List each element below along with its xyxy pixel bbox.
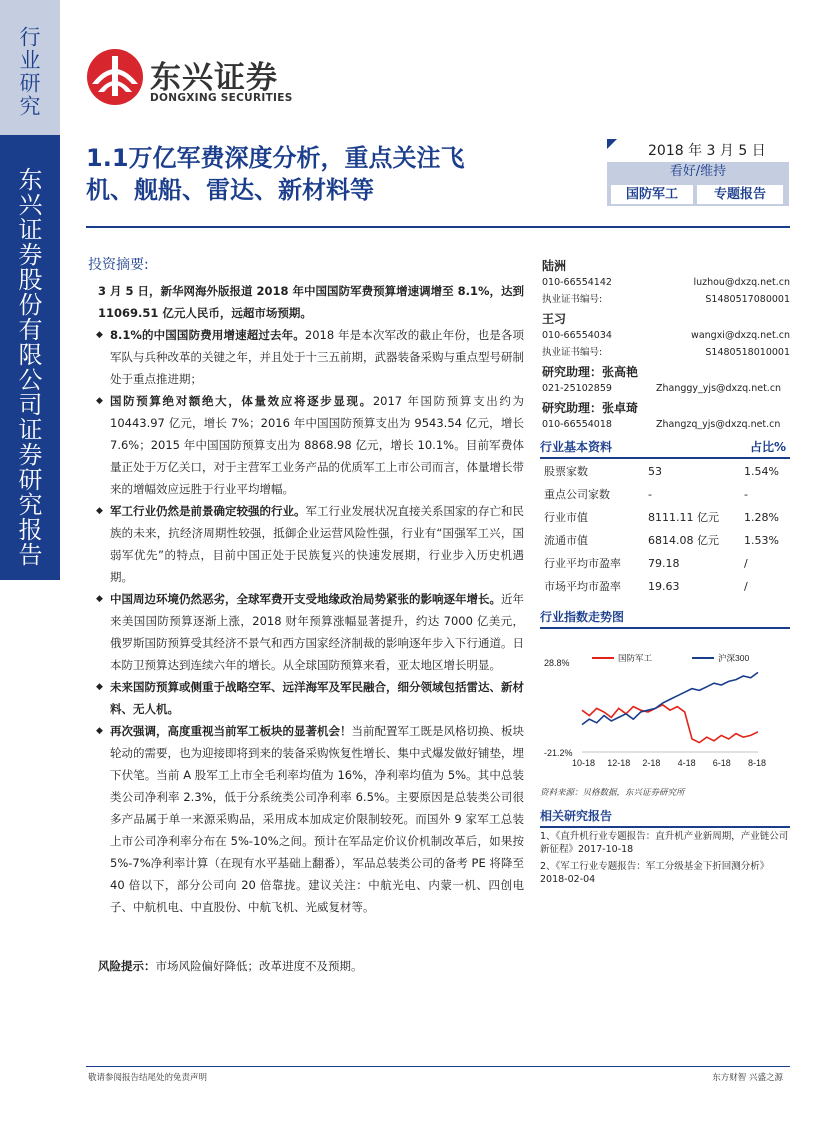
footer-disclaimer: 敬请参阅报告结尾处的免责声明: [88, 1073, 208, 1083]
table-row: 行业平均市盈率 79.18 /: [544, 557, 748, 570]
summary-bullet: ◆ 国防预算绝对额绝大，体量效应将逐步显现。2017 年国防预算支出约为 10443.97 亿元，增长 7%；2016 年中国国防预算支出为 9543.54 亿元，增长 7.6%；2015 年中国国防预算支出为 8868.98 亿元，增长 10.1%。目前军费体量正处于万亿关口，对于主营军工业务产品的优质军工上市公司而言，体量增长带来的增幅效应远胜于行业平均增幅。: [98, 390, 524, 500]
series-line: [582, 705, 758, 743]
footer-divider: [86, 1066, 790, 1067]
sidebar-category-block: [0, 0, 60, 135]
x-tick-label: 8-18: [748, 758, 767, 768]
sidebar-company-block: [0, 135, 60, 580]
y-tick-label: 28.8%: [544, 658, 570, 668]
analyst-entry: 陆洲 010-66554142 luzhou@dxzq.net.cn 执业证书编号: S1480517080001: [542, 259, 790, 305]
table-row: 流通市值 6814.08 亿元 1.53%: [544, 534, 779, 547]
company-logo: [86, 48, 306, 108]
corner-mark: [607, 139, 617, 149]
table-row: 市场平均市盈率 19.63 /: [544, 580, 748, 593]
trend-chart: [540, 640, 790, 780]
trend-heading: 行业指数走势图: [540, 607, 790, 629]
summary-intro: 3 月 5 日，新华网海外版报道 2018 年中国国防军费预算增速调增至 8.1%，达到 11069.51 亿元人民币，远超市场预期。: [98, 284, 524, 320]
logo-cn: 东兴证券: [150, 60, 278, 96]
sidebar-category: 行业研究: [17, 26, 41, 118]
summary-heading: 投资摘要:: [88, 257, 149, 273]
rating: 看好/维持: [669, 164, 727, 179]
analyst-entry: 王习 010-66554034 wangxi@dxzq.net.cn 执业证书编号: S1480518010001: [542, 312, 790, 358]
x-tick-label: 4-18: [677, 758, 696, 768]
related-list: [540, 830, 790, 886]
footer-slogan: 东方财智 兴盛之源: [712, 1073, 783, 1083]
analyst-entry: 研究助理：张高艳 021-25102859 Zhanggy_yjs@dxzq.net.cn: [542, 365, 782, 394]
rating-box: [607, 162, 789, 206]
table-row: 重点公司家数 - -: [544, 488, 748, 501]
table-row: 行业市值 8111.11 亿元 1.28%: [544, 511, 779, 524]
summary-bullet: ◆ 未来国防预算或侧重于战略空军、远洋海军及军民融合，细分领域包括雷达、新材料、无人机。: [98, 676, 524, 720]
x-tick-label: 2-18: [642, 758, 661, 768]
sidebar-company: 东兴证券股份有限公司证券研究报告: [14, 167, 42, 567]
report-title: 1.1万亿军费深度分析，重点关注飞机、舰船、雷达、新材料等: [86, 144, 465, 204]
related-heading: 相关研究报告: [540, 806, 790, 828]
legend-label: 国防军工: [618, 653, 653, 663]
summary-bullet: ◆ 军工行业仍然是前景确定较强的行业。军工行业发展状况直接关系国家的存亡和民族的未来，抗经济周期性较强，抵御企业运营风险性强，行业有“国强军工兴，国弱军优先”的特点，目前中国正处于民族复兴的快速发展期，行业步入历史机遇期。: [98, 500, 524, 588]
industry-heading: 行业基本资料 占比%: [540, 437, 790, 459]
logo-emblem-icon: [86, 48, 144, 106]
tag-report-type: 专题报告: [697, 185, 783, 204]
summary-bullet: ◆ 8.1%的中国国防费用增速超过去年。2018 年是本次军改的截止年份，也是各项军队与兵种改革的关键之年，并且处于十三五前期，武器装备采购与重点型号研制处于重点推进期；: [98, 324, 524, 390]
report-date: 2018 年 3 月 5 日: [648, 143, 766, 159]
table-row: 股票家数 53 1.54%: [544, 465, 779, 478]
x-tick-label: 10-18: [572, 758, 596, 768]
risk-note: 风险提示：市场风险偏好降低；改革进度不及预期。: [98, 959, 363, 973]
tag-industry: 国防军工: [611, 185, 693, 204]
header-divider: [86, 226, 790, 228]
x-tick-label: 6-18: [712, 758, 731, 768]
logo-en: DONGXING SECURITIES: [150, 92, 293, 104]
series-line: [582, 672, 758, 724]
legend-label: 沪深300: [718, 653, 750, 663]
list-item: 2、《军工行业专题报告：军工分级基金下折回测分析》2018-02-04: [540, 861, 770, 885]
chart-source: 资料来源：贝格数据，东兴证券研究所: [540, 788, 685, 798]
summary-body: [98, 280, 524, 918]
industry-table: [540, 460, 790, 598]
analyst-entry: 研究助理：张卓琦 010-66554018 Zhangzq_yjs@dxzq.net.cn: [542, 401, 781, 430]
y-tick-label: -21.2%: [544, 748, 573, 758]
summary-bullet: ◆ 再次强调，高度重视当前军工板块的显著机会！当前配置军工既是风格切换、板块轮动的需要，也为迎接即将到来的装备采购恢复性增长、集中式爆发做好铺垫，埋下伏笔。当前 A 股军工上市全毛利率均值为 16%，净利率均值为 5%。其中总装类公司净利率 2.3%，低于分系统类公司净利率 6.5%。主要原因是总装类公司很多产品属于单一来源采购品，采用成本加成定价限制较死。而国外 9 家军工总装上市公司净利率分布在 5%-10%之间。预计在军品定价议价机制改革后，如果按 5%-7%净利率计算（在现有水平基础上翻番），军品总装类公司的备考 PE 将降至 40 倍以下，部分公司向 20 倍靠拢。建议关注：中航光电、内蒙一机、四创电子、中航机电、中直股份、中航飞机、光威复材等。: [98, 720, 524, 918]
list-item: 1、《直升机行业专题报告：直升机产业新周期，产业链公司新征程》2017-10-18: [540, 831, 789, 855]
analyst-list: [542, 255, 790, 433]
summary-bullet: ◆ 中国周边环境仍然恶劣，全球军费开支受地缘政治局势紧张的影响逐年增长。近年来美国国防预算逐渐上涨，2018 财年预算涨幅显著提升，约达 7000 亿美元，俄罗斯国防预算受其经济不景气和西方国家经济制裁的影响逐年步入下行通道。日本防卫预算达到连续六年的增长。从全球国防预算来看，亚太地区增长明显。: [98, 588, 524, 676]
x-tick-label: 12-18: [607, 758, 631, 768]
